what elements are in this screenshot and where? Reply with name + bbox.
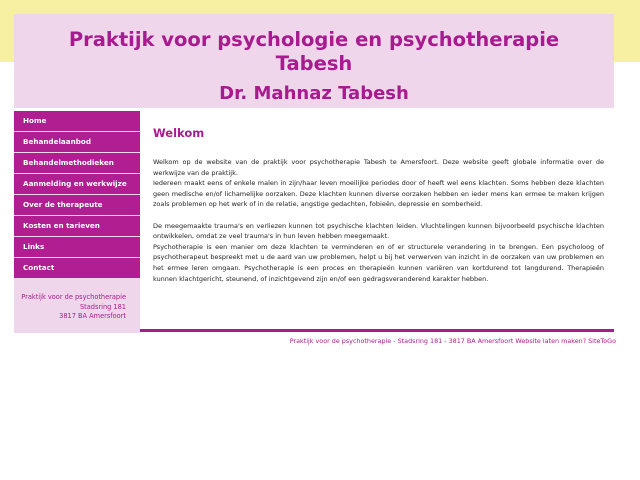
nav-item-contact[interactable]: Contact xyxy=(14,258,140,279)
nav-item-links[interactable]: Links xyxy=(14,237,140,258)
paragraph-psychotherapy: Psychotherapie is een manier om deze klachten te verminderen en of er structurele verandering in te brengen. Een psycholoog of psychotherapeut bespreekt met u de aard van uw problemen, helpt u bij het verwerven van inzicht in de oorzaken van uw problemen en het ermee leren omgaan. Psychotherapie is een proces en therapieën kunnen variëren van kortdurend tot langdurend. Therapieën kunnen klachtgericht, steunend, of inzichtgevend zijn en/of een gedragsveranderend karakter hebben. xyxy=(153,242,604,283)
site-footer xyxy=(290,337,616,345)
footer-divider xyxy=(140,329,614,332)
sidebar-address xyxy=(21,293,126,322)
nav-item-behandelaanbod[interactable]: Behandelaanbod xyxy=(14,132,140,153)
sidebar-address-line3: 3817 BA Amersfoort xyxy=(59,312,126,320)
sidebar xyxy=(14,111,140,333)
footer-credit-link[interactable]: Website laten maken? SiteToGo xyxy=(515,337,616,345)
nav-item-aanmelding[interactable]: Aanmelding en werkwijze xyxy=(14,174,140,195)
nav-item-behandelmethodieken[interactable]: Behandelmethodieken xyxy=(14,153,140,174)
sidebar-address-line2: Stadsring 181 xyxy=(79,302,126,311)
site-title-line1: Praktijk voor psychologie en psychotherapie xyxy=(68,28,560,51)
main-nav xyxy=(14,111,140,279)
sidebar-address-line1: Praktijk voor de psychotherapie xyxy=(21,293,126,301)
footer-address: Praktijk voor de psychotherapie - Stadsring 181 - 3817 BA Amersfoort xyxy=(289,337,514,345)
main-text xyxy=(153,157,604,284)
paragraph-complaints: Iedereen maakt eens of enkele malen in zijn/haar leven moeilijke periodes door of heeft wel eens klachten. Soms hebben deze klachten geen medische en/of lichamelijke oorzaken. Deze klachten kunnen diverse oorzaken hebben en ieder mens kan ermee te maken krijgen zoals problemen op het werk of in de relatie, angstige gedachten, fobieën, depressie en somberheid. xyxy=(153,179,604,209)
page-title: Welkom xyxy=(153,126,205,140)
paragraph-trauma: De meegemaakte trauma's en verliezen kunnen tot psychische klachten leiden. Vluchtelingen kunnen bijvoorbeeld psychische klachten ontwikkelen, omdat ze veel trauma's in hun leven hebben meegemaakt. xyxy=(153,221,604,241)
site-header xyxy=(14,14,614,108)
site-subtitle: Dr. Mahnaz Tabesh xyxy=(219,83,409,104)
nav-item-home[interactable]: Home xyxy=(14,111,140,132)
site-title-line2: Tabesh xyxy=(275,52,353,75)
paragraph-welcome: Welkom op de website van de praktijk voor psychotherapie Tabesh te Amersfoort. Deze website geeft globale informatie over de werkwijze van de praktijk. xyxy=(153,158,604,177)
main-content xyxy=(143,111,614,331)
nav-item-over-de-therapeute[interactable]: Over de therapeute xyxy=(14,195,140,216)
paragraph-spacer xyxy=(153,210,604,221)
nav-item-kosten[interactable]: Kosten en tarieven xyxy=(14,216,140,237)
